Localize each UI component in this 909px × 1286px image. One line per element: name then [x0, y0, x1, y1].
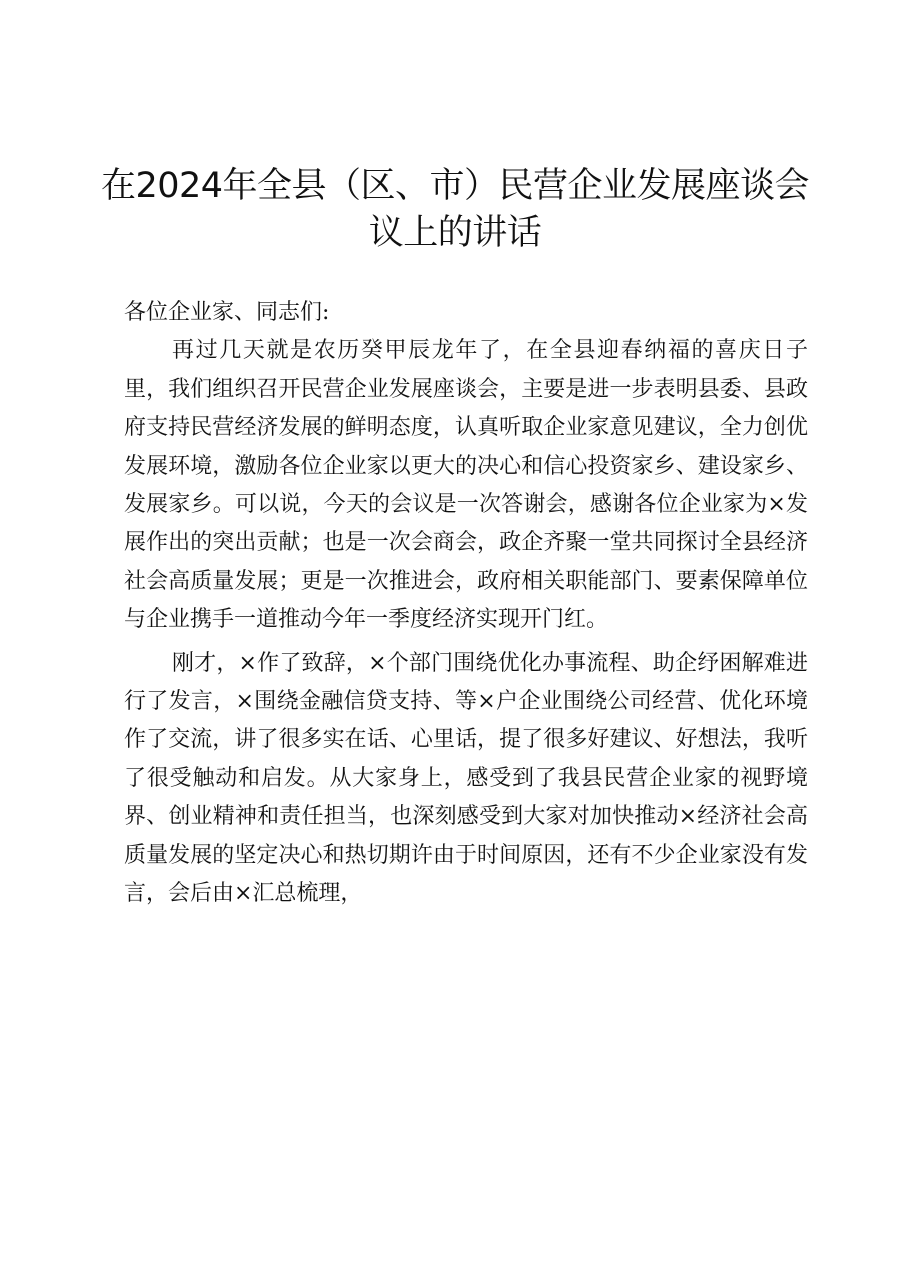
paragraph-opening: 再过几天就是农历癸甲辰龙年了，在全县迎春纳福的喜庆日子里，我们组织召开民营企业发展座谈会，主要是进一步表明县委、县政府支持民营经济发展的鲜明态度，认真听取企业家意见建议，全力创优发展环境，激励各位企业家以更大的决心和信心投资家乡、建设家乡、发展家乡。可以说，今天的会议是一次答谢会，感谢各位企业家为×发展作出的突出贡献；也是一次会商会，政企齐聚一堂共同探讨全县经济社会高质量发展；更是一次推进会，政府相关职能部门、要素保障单位与企业携手一道推动今年一季度经济实现开门红。 — [124, 338, 808, 633]
document-title-line-1: 在2024年全县（区、市）民营企业发展座谈会 — [100, 166, 810, 206]
document-title — [90, 163, 820, 257]
salutation: 各位企业家、同志们: — [124, 300, 330, 325]
document-title-line-2: 议上的讲话 — [368, 213, 542, 253]
paragraph-remarks: 刚才，×作了致辞，×个部门围绕优化办事流程、助企纾困解难进行了发言，×围绕金融信贷支持、等×户企业围绕公司经营、优化环境作了交流，讲了很多实在话、心里话，提了很多好建议、好想法，我听了很受触动和启发。从大家身上，感受到了我县民营企业家的视野境界、创业精神和责任担当，也深刻感受到大家对加快推动×经济社会高质量发展的坚定决心和热切期许由于时间原因，还有不少企业家没有发言，会后由×汇总梳理， — [124, 650, 808, 907]
document-body — [124, 294, 808, 914]
